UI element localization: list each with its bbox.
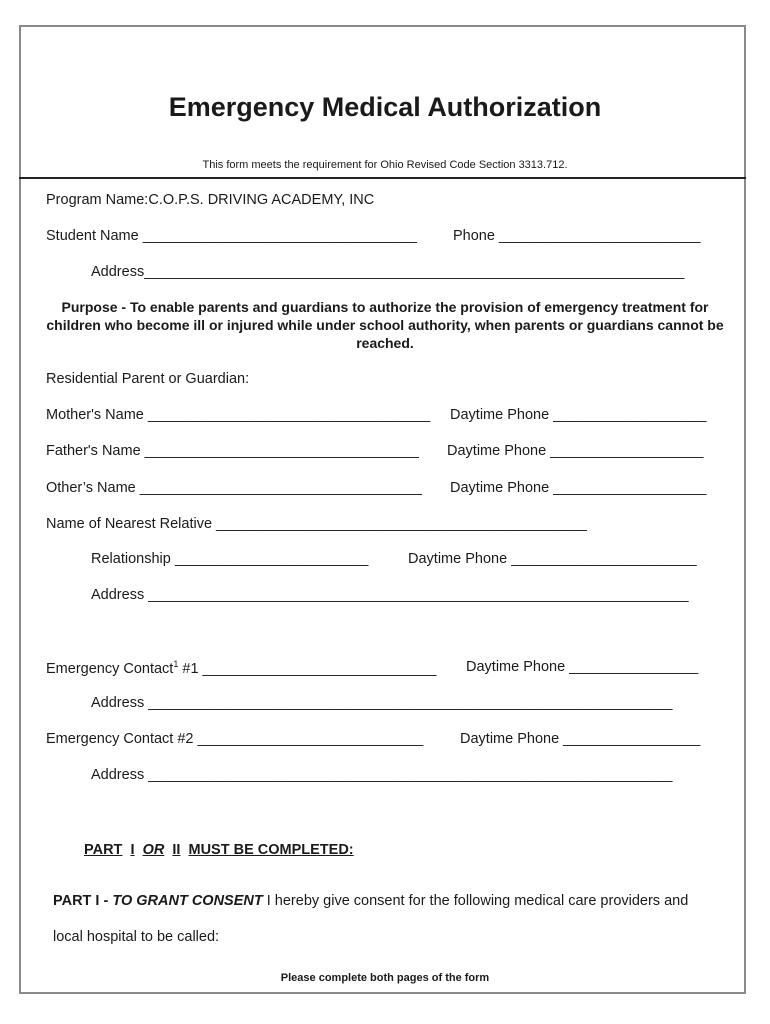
nearest-relative-field[interactable]: Name of Nearest Relative ______________________________________________ bbox=[46, 516, 587, 532]
footnote-marker: 1 bbox=[173, 659, 179, 669]
father-name-field[interactable]: Father's Name __________________________________ bbox=[46, 443, 419, 459]
student-name-field[interactable]: Student Name __________________________________ bbox=[46, 228, 417, 244]
part1-text-continued: local hospital to be called: bbox=[53, 929, 220, 945]
relative-address-field[interactable]: Address ___________________________________________________________________ bbox=[91, 587, 689, 603]
part-word: PART bbox=[84, 842, 123, 858]
relative-phone-field[interactable]: Daytime Phone _______________________ bbox=[408, 551, 697, 567]
part1-label: PART I - bbox=[53, 893, 113, 909]
contact1-blank: #1 _____________________________ bbox=[178, 661, 437, 677]
contact2-address-field[interactable]: Address _________________________________________________________________ bbox=[91, 767, 673, 783]
ohio-code-note: This form meets the requirement for Ohio Revised Code Section 3313.712. bbox=[202, 159, 568, 171]
part1-consent-line bbox=[53, 893, 688, 909]
father-phone-field[interactable]: Daytime Phone ___________________ bbox=[447, 443, 704, 459]
mother-phone-field[interactable]: Daytime Phone ___________________ bbox=[450, 407, 707, 423]
student-phone-field[interactable]: Phone _________________________ bbox=[453, 228, 701, 244]
part1-text: I hereby give consent for the following medical care providers and bbox=[262, 893, 689, 909]
header-divider bbox=[19, 177, 746, 179]
page-title: Emergency Medical Authorization bbox=[168, 92, 602, 122]
grant-consent-label: TO GRANT CONSENT bbox=[112, 893, 263, 909]
contact1-phone-field[interactable]: Daytime Phone ________________ bbox=[466, 659, 699, 675]
program-name-line bbox=[46, 192, 374, 208]
contact2-phone-field[interactable]: Daytime Phone _________________ bbox=[460, 731, 701, 747]
part-or: OR bbox=[142, 842, 165, 858]
guardian-heading: Residential Parent or Guardian: bbox=[46, 371, 250, 387]
part-requirement-heading bbox=[84, 842, 354, 858]
student-address-field[interactable]: Address___________________________________________________________________ bbox=[91, 264, 685, 280]
other-name-field[interactable]: Other’s Name ___________________________________ bbox=[46, 480, 422, 496]
contact1-label: Emergency Contact bbox=[46, 661, 174, 677]
contact1-name-field[interactable] bbox=[46, 659, 436, 677]
contact1-address-field[interactable]: Address _________________________________________________________________ bbox=[91, 695, 673, 711]
purpose-statement: Purpose - To enable parents and guardians to authorize the provision of emergency treatment for children who become ill or injured while under school authority, when parents or guardians cannot be reached. bbox=[46, 299, 724, 351]
relationship-field[interactable]: Relationship ________________________ bbox=[91, 551, 369, 567]
contact2-name-field[interactable]: Emergency Contact #2 ____________________________ bbox=[46, 731, 424, 747]
footer-note: Please complete both pages of the form bbox=[280, 972, 490, 984]
mother-name-field[interactable]: Mother's Name ___________________________________ bbox=[46, 407, 431, 423]
must-be-completed: MUST BE COMPLETED: bbox=[188, 842, 354, 858]
part-one: I bbox=[130, 842, 135, 858]
program-name-label: Program Name: bbox=[46, 192, 149, 208]
program-name-value: C.O.P.S. DRIVING ACADEMY, INC bbox=[148, 192, 375, 208]
other-phone-field[interactable]: Daytime Phone ___________________ bbox=[450, 480, 707, 496]
part-two: II bbox=[172, 842, 181, 858]
